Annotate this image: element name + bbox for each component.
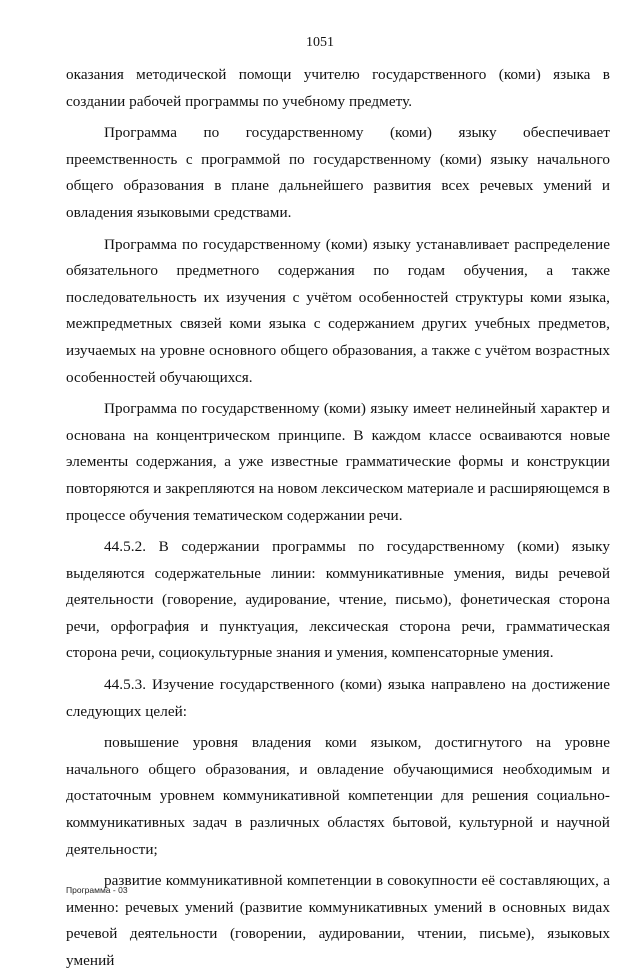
paragraph-goal-proficiency: повышение уровня владения коми языком, достигнутого на уровне начального общего образования, и овладение обучающимися необходимым и достаточным уровнем коммуникативной компетенции для решения социально-коммуникативных задач в различных областях бытовой, культурной и научной деятельности;	[66, 734, 610, 858]
paragraph-content-distribution: Программа по государственному (коми) языку устанавливает распределение обязательного предметного содержания по годам обучения, а также последовательность их изучения с учётом особенностей структуры коми языка, межпредметных связей коми языка с содержанием других учебных предметов, изучаемых на уровне основного общего образования, а также с учётом возрастных особенностей обучающихся.	[66, 235, 610, 386]
paragraph-concentric-principle: Программа по государственному (коми) языку имеет нелинейный характер и основана на концентрическом принципе. В каждом классе осваиваются новые элементы содержания, а уже известные грамматические формы и конструкции повторяются и закрепляются на новом лексическом материале и расширяющемся в процессе обучения тематическом содержании речи.	[66, 400, 610, 524]
paragraph-section-44-5-2: 44.5.2. В содержании программы по государственному (коми) языку выделяются содержательные линии: коммуникативные умения, виды речевой деятельности (говорение, аудирование, чтение, письмо), фонетическая сторона речи, орфография и пунктуация, лексическая сторона речи, грамматическая сторона речи, социокультурные знания и умения, компенсаторные умения.	[66, 538, 610, 662]
paragraph-goal-communicative: развитие коммуникативной компетенции в совокупности её составляющих, а именно: речевых умений (развитие коммуникативных умений в основных видах речевой деятельности (говорении, аудировании, чтении, письме), языковых умений	[66, 872, 610, 969]
paragraph-continuity: Программа по государственному (коми) языку обеспечивает преемственность с программой по государственному (коми) языку начального общего образования в плане дальнейшего развития всех речевых умений и овладения языковыми средствами.	[66, 124, 610, 221]
page-number: 1051	[306, 35, 334, 50]
paragraph-section-44-5-3: 44.5.3. Изучение государственного (коми) языка направлено на достижение следующих целей:	[66, 676, 610, 720]
page-footer: Программа - 03	[66, 885, 128, 895]
paragraph-continuation: оказания методической помощи учителю государственного (коми) языка в создании рабочей программы по учебному предмету.	[66, 66, 610, 110]
body-text	[66, 62, 610, 980]
